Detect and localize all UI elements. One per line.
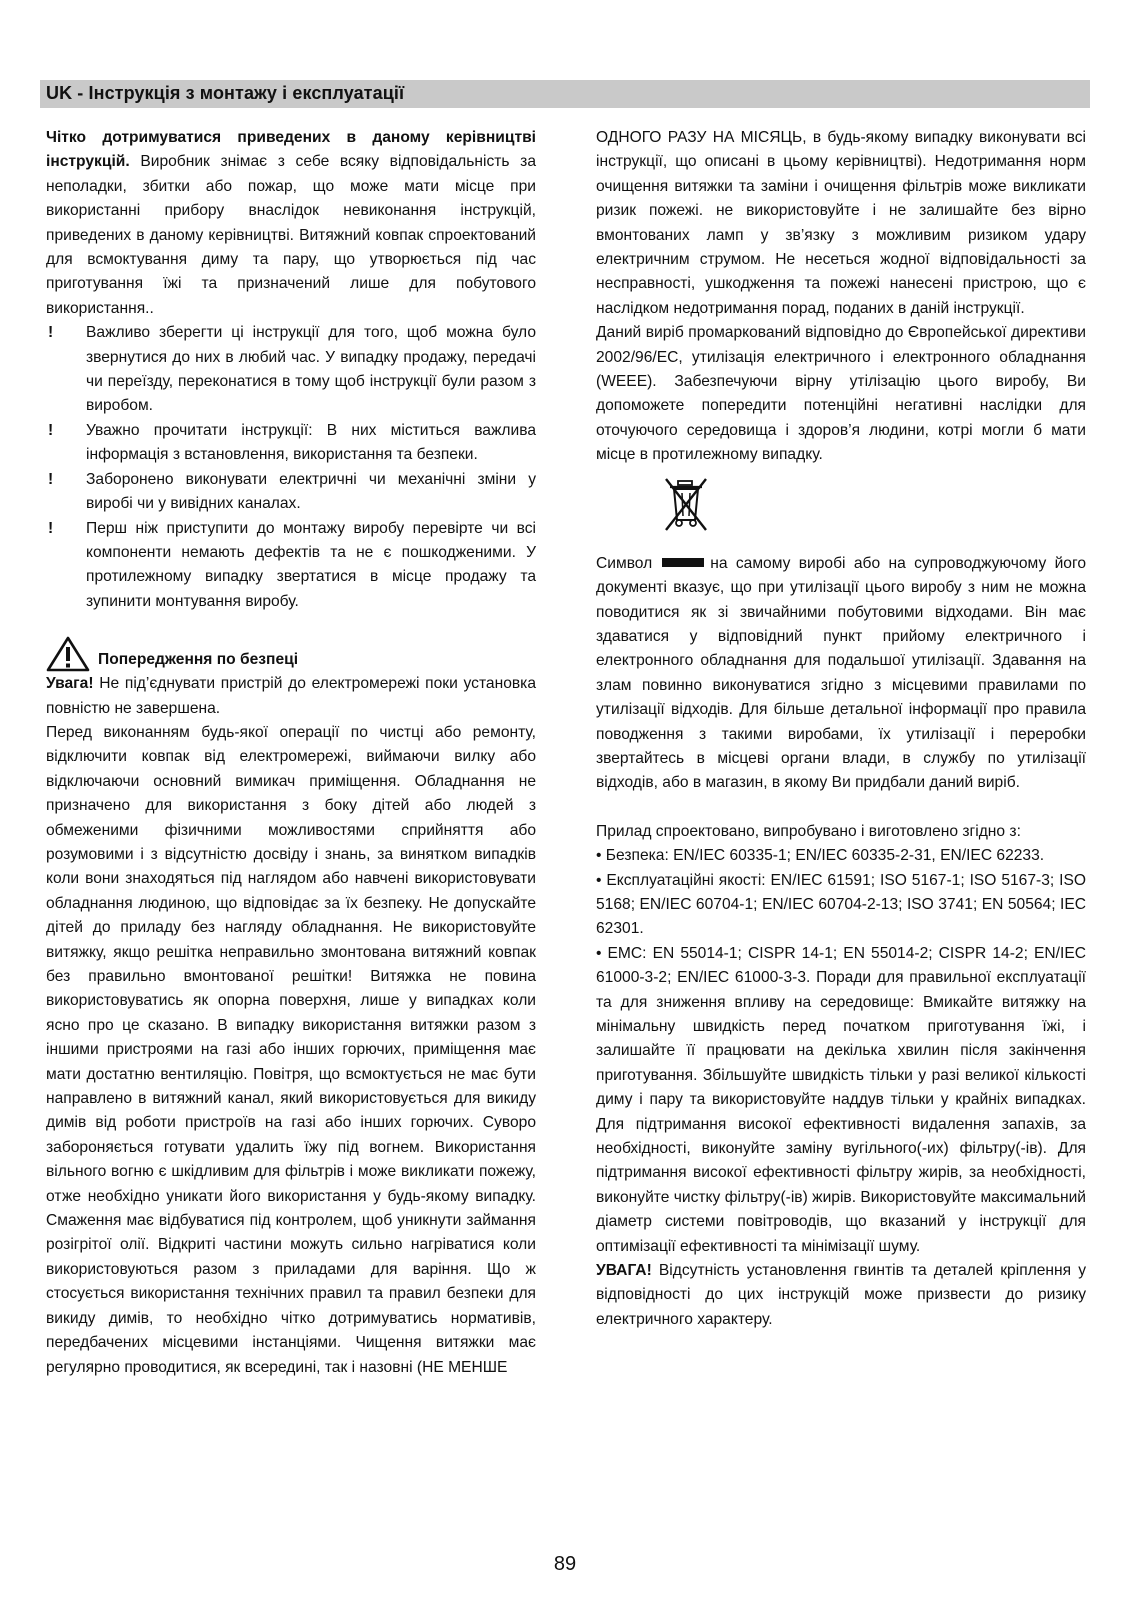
bullet-text: Важливо зберегти ці інструкції для того, щоб можна було звернутися до них в любий час. У випадку продажу, передачі чи переїзду, переконатися в тому щоб інструкції були разом з виробом. [86,324,536,415]
bullet-text: Заборонено виконувати електричні чи механічні зміни у виробі чи у вивідних каналах. [86,470,536,513]
bullet-item [46,468,536,517]
symbol-text: на самому виробі або на супроводжуючому його документі вказує, що при утилізації цього виробу з ним не можна поводитися як зі звичайними побутовими відходами. Він має здаватися у відповідний пункт прийому електричного і електронного обладнання для подальшої утилізації. Здавання на злам повинно виконуватися згідно з місцевими правилами по утилізації відходів. Для більше детальної інформації про правила поводження з такими виробами, їх утилізації і переробки звертайтесь в місцеві органи влади, в службу по утилізації відходів, або в магазин, в якому Ви придбали даний виріб. [596,554,1086,792]
intro-bold: Чітко дотримуватися приведених в даному керівництві інструкцій. [46,129,536,171]
final-warning-text: Відсутність установлення гвинтів та деталей кріплення у відповідності до цих інструкцій може призвести до ризику електричного характеру. [596,1262,1086,1328]
intro-paragraph [46,126,536,321]
intro-text: Виробник знімає з себе всяку відповідальність за неполадки, збитки або пожар, що може мати місце при використанні прибору внаслідок невиконання інструкцій, приведених в даному керівництві. Витяжний ковпак спроектований для всмоктування диму та пару, що утворюється під час приготування їжі та призначений лише для побутового використання.. [46,153,536,317]
symbol-prefix: Символ [596,554,653,572]
continuation-paragraph: ОДНОГО РАЗУ НА МІСЯЦЬ, в будь-якому випадку виконувати всі інструкції, що описані в цьому керівництві). Недотримання норм очищення витяжки та заміни і очищення фільтрів може викликати ризик пожежі. не використовуйте і не залишайте без вірно вмонтованих ламп у зв’язку з можливим ризиком удару електричним струмом. Не несеться жодної відповідальності за несправності, ушкодження та пожежі нанесені пристрою, що є наслідком недотримання порад, поданих в даній інструкції. [596,129,1086,317]
standards-item: • Безпека: EN/IEC 60335-1; EN/IEC 60335-2-31, EN/IEC 62233. [596,847,1045,865]
final-warning-paragraph [596,1259,1086,1332]
bullet-text: Перш ніж приступити до монтажу виробу перевірте чи всі компоненти немають дефектів та не є пошкодженими. У протилежному випадку звертатися в місце продажу та зупинити монтування виробу. [86,519,536,610]
caution-text: Не під’єднувати пристрій до електромережі поки установка повністю не завершена. [46,675,536,717]
exclamation-icon: ! [48,519,54,537]
section-title: UK - Інструкція з монтажу і експлуатації [46,83,405,103]
caution-bold: Увага! [46,675,94,693]
left-column [46,126,536,1380]
bullet-item [46,419,536,468]
caution-paragraph [46,672,536,721]
black-bar-symbol-icon [662,558,704,567]
exclamation-icon: ! [48,470,54,488]
weee-symbol [662,476,1086,534]
standards-item: • EMC: EN 55014-1; CISPR 14-1; EN 55014-2; CISPR 14-2; EN/IEC 61000-3-2; EN/IEC 61000-3-3. Поради для правильної експлуатації та для зниження впливу на середовище: Вмикайте витяжку на мінімальну швидкість перед початком приготування їжі, і залишайте її працювати на декілька хвилин після закінчення приготування. Збільшуйте швидкість тільки у разі великої кількості диму і пару та використовуйте наддув тільки у крайніх випадках. Для підтримання високої ефективності видалення запахів, за необхідності, виконуйте заміну вугільного(-их) фільтру(-ів). Для підтримання високої ефективності фільтру жирів, за необхідності, виконуйте чистку фільтру(-ів) жирів. Використовуйте максимальний діаметр системи повітроводів, що вказаний у інструкції для оптимізації ефективності та мінімізації шуму. [596,944,1086,1255]
paragraph-gap [596,796,1086,820]
page-number: 89 [553,1553,577,1575]
crossed-bin-icon [662,476,710,534]
safety-body-paragraph: Перед виконанням будь-якої операції по чистці або ремонту, відключити ковпак від електромережі, виймаючи вилку або відключаючи основний вимикач приміщення. Обладнання не призначено для використання з боку дітей або людей з обмеженими фізичними можливостями сприйняття або розумовими і з відсутністю досвіду і знань, за винятком випадків коли вони знаходяться під наглядом або навчені використовувати обладнання людиною, що відповідає за їх безпеку. Не допускайте дітей до приладу без нагляду обладнання. Не використовуйте витяжку, якщо решітка неправильно змонтована витяжний ковпак без правильно вмонтованої решітки! Витяжка не повина використовуватись як опорна поверхня, лише у випадках коли ясно про це сказано. В випадку використання витяжки разом з іншими пристроями на газі або інших горючих, приміщення має мати достатню вентиляцію. Повітря, що всмоктується не має бути направлено в витяжний канал, який використовується для викиду димів від роботи пристроїв на газі або інших горючих. Суворо забороняється готувати удалить їжу під вогнем. Використання вільного вогню є шкідливим для фільтрів і може викликати пожежу, отже необхідно уникати його використання у будь-якому випадку. Смаження має відбуватися під контролем, щоб уникнути займання розігрітої олії. Відкриті частини можуть сильно нагріватися коли використовуються разом з приладами для варіння. Що ж стосується використання технічних правил та правил безпеки для викиду димів, то необхідно чітко дотримуватись нормативів, передбачених місцевими інстанціями. Чищення витяжки має регулярно проводитися, як всередині, так і назовні (НЕ МЕНШЕ [46,723,536,1376]
safety-warning-heading: Попередження по безпеці [98,650,299,668]
exclamation-icon: ! [48,324,54,342]
symbol-paragraph [596,552,1086,796]
bullet-text: Уважно прочитати інструкції: В них міститься важлива інформація з встановлення, використання та безпеки. [86,421,536,464]
safety-warning-heading-row [46,626,536,672]
standards-intro: Прилад спроектовано, випробувано і виготовлено згідно з: [596,822,1021,840]
warning-triangle-icon [46,636,90,672]
right-column [596,126,1086,1332]
exclamation-icon: ! [48,421,54,439]
weee-paragraph: Даний виріб промаркований відповідно до Європейської директиви 2002/96/EC, утилізація електричного і електронного обладнання (WEEE). Забезпечуючи вірну утілізацію цього виробу, Ви допоможете попередити потенційні негативні наслідки для оточуючого середовища і здоров’я людини, котрі могли б мати місце в протилежному випадку. [596,324,1086,464]
standards-item: • Експлуатаційні якості: EN/IEC 61591; ISO 5167-1; ISO 5167-3; ISO 5168; EN/IEC 60704-1; EN/IEC 60704-2-13; ISO 3741; EN 50564; IEC 62301. [596,871,1086,938]
bullet-item [46,321,536,419]
final-warning-bold: УВАГА! [596,1262,652,1280]
section-title-bar [40,80,1090,108]
bullet-item [46,517,536,615]
